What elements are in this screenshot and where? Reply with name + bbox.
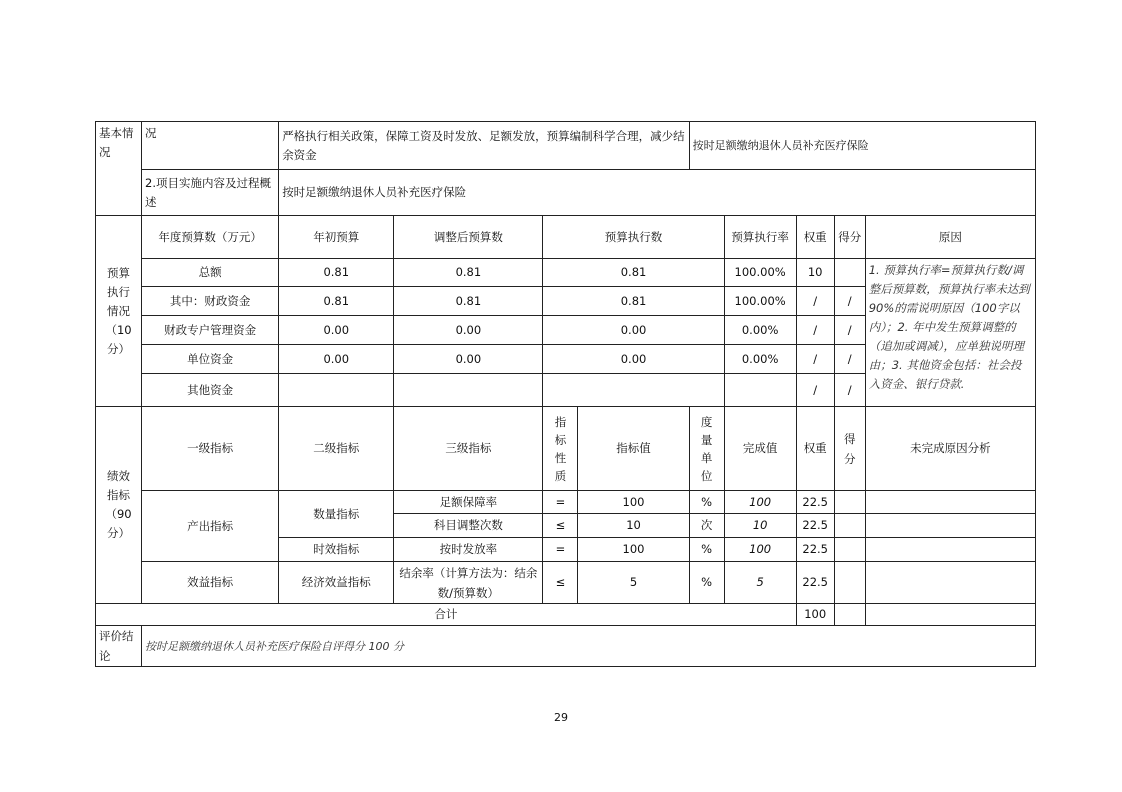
budget-row-name: 其他资金 — [142, 374, 279, 407]
perf-header-score: 得分 — [834, 407, 865, 491]
perf-row-indicator: 足额保障率 — [394, 491, 543, 514]
perf-row-weight: 22.5 — [796, 514, 834, 538]
budget-row-initial: 0.81 — [279, 287, 394, 316]
budget-row-weight: / — [796, 316, 834, 345]
basic-row2-value: 按时足额缴纳退休人员补充医疗保险 — [279, 170, 1036, 216]
perf-row-weight: 22.5 — [796, 538, 834, 562]
perf-row-nature: ≤ — [543, 562, 578, 604]
perf-header-completed: 完成值 — [724, 407, 796, 491]
perf-header-weight: 权重 — [796, 407, 834, 491]
budget-header-adjusted: 调整后预算数 — [394, 216, 543, 259]
budget-label-line: 分） — [107, 341, 131, 356]
basic-row1-goal: 严格执行相关政策，保障工资及时发放、足额发放，预算编制科学合理，减少结余资金 — [279, 122, 689, 170]
budget-row-name: 财政专户管理资金 — [142, 316, 279, 345]
budget-header-annual: 年度预算数（万元） — [142, 216, 279, 259]
perf-header-value: 指标值 — [578, 407, 689, 491]
perf-header-level2: 二级指标 — [279, 407, 394, 491]
total-weight: 100 — [796, 604, 834, 626]
perf-quantity-label: 数量指标 — [279, 491, 394, 538]
budget-row-adjusted — [394, 374, 543, 407]
budget-row-score: / — [834, 345, 865, 374]
basic-row1-result: 按时足额缴纳退休人员补充医疗保险 — [689, 122, 1035, 170]
budget-header-weight: 权重 — [796, 216, 834, 259]
perf-row-indicator: 科目调整次数 — [394, 514, 543, 538]
perf-row-completed: 100 — [724, 491, 796, 514]
perf-row-reason — [865, 538, 1035, 562]
budget-header-rate: 预算执行率 — [724, 216, 796, 259]
total-label: 合计 — [96, 604, 797, 626]
budget-row-score: / — [834, 316, 865, 345]
perf-header-level1: 一级指标 — [142, 407, 279, 491]
perf-row-unit: % — [689, 538, 724, 562]
performance-label-line: 分） — [107, 526, 131, 540]
basic-situation-label: 基本情况 — [96, 122, 142, 216]
perf-row-nature: = — [543, 491, 578, 514]
performance-label-line: 绩效 — [107, 469, 131, 483]
performance-evaluation-table — [95, 121, 1036, 667]
perf-header-unit: 度量单位 — [689, 407, 724, 491]
budget-row-executed: 0.00 — [543, 316, 724, 345]
perf-row-reason — [865, 562, 1035, 604]
budget-row-weight: / — [796, 374, 834, 407]
budget-row-score — [834, 259, 865, 287]
performance-section-label — [96, 407, 142, 604]
budget-row-executed: 0.00 — [543, 345, 724, 374]
budget-row-name: 其中：财政资金 — [142, 287, 279, 316]
perf-row-value: 10 — [578, 514, 689, 538]
total-reason — [865, 604, 1035, 626]
budget-row-adjusted: 0.00 — [394, 316, 543, 345]
perf-row-unit: 次 — [689, 514, 724, 538]
budget-label-line: 预算 — [107, 265, 131, 280]
budget-header-executed: 预算执行数 — [543, 216, 724, 259]
budget-row-weight: / — [796, 287, 834, 316]
budget-row-executed: 0.81 — [543, 259, 724, 287]
page-number: 29 — [554, 711, 568, 724]
performance-label-line: （90 — [105, 507, 132, 521]
budget-label-line: （10 — [105, 322, 132, 337]
perf-header-nature: 指标性质 — [543, 407, 578, 491]
budget-row-rate — [724, 374, 796, 407]
budget-row-rate: 0.00% — [724, 345, 796, 374]
perf-row-value: 100 — [578, 491, 689, 514]
perf-row-value: 5 — [578, 562, 689, 604]
budget-row-initial: 0.00 — [279, 345, 394, 374]
conclusion-label: 评价结论 — [96, 626, 142, 667]
budget-row-rate: 100.00% — [724, 287, 796, 316]
budget-row-executed — [543, 374, 724, 407]
perf-row-score — [834, 514, 865, 538]
budget-row-name: 总额 — [142, 259, 279, 287]
budget-header-reason: 原因 — [865, 216, 1035, 259]
perf-row-weight: 22.5 — [796, 491, 834, 514]
perf-output-label: 产出指标 — [142, 491, 279, 562]
perf-row-score — [834, 491, 865, 514]
perf-row-reason — [865, 491, 1035, 514]
budget-header-score: 得分 — [834, 216, 865, 259]
perf-row-unit: % — [689, 491, 724, 514]
perf-row-indicator: 按时发放率 — [394, 538, 543, 562]
budget-row-rate: 100.00% — [724, 259, 796, 287]
perf-row-nature: ≤ — [543, 514, 578, 538]
perf-header-reason: 未完成原因分析 — [865, 407, 1035, 491]
budget-row-initial: 0.81 — [279, 259, 394, 287]
budget-row-adjusted: 0.00 — [394, 345, 543, 374]
perf-benefit-label: 效益指标 — [142, 562, 279, 604]
budget-row-adjusted: 0.81 — [394, 287, 543, 316]
budget-section-label — [96, 216, 142, 407]
perf-row-reason — [865, 514, 1035, 538]
perf-row-unit: % — [689, 562, 724, 604]
budget-row-initial: 0.00 — [279, 316, 394, 345]
perf-row-score — [834, 562, 865, 604]
perf-header-level3: 三级指标 — [394, 407, 543, 491]
perf-row-completed: 100 — [724, 538, 796, 562]
budget-header-initial: 年初预算 — [279, 216, 394, 259]
perf-row-indicator: 结余率（计算方法为：结余数/预算数） — [394, 562, 543, 604]
conclusion-text: 按时足额缴纳退休人员补充医疗保险自评得分 100 分 — [142, 626, 1036, 667]
perf-row-score — [834, 538, 865, 562]
budget-row-score: / — [834, 374, 865, 407]
basic-row1-label: 况 — [142, 122, 279, 170]
perf-row-nature: = — [543, 538, 578, 562]
budget-row-score: / — [834, 287, 865, 316]
perf-row-completed: 10 — [724, 514, 796, 538]
budget-row-executed: 0.81 — [543, 287, 724, 316]
budget-reason-note: 1. 预算执行率=预算执行数/调整后预算数，预算执行率未达到90%的需说明原因（100字以内）；2. 年中发生预算调整的（追加或调减），应单独说明理由；3. 其他资金包括：社会投入资金、银行贷款. — [865, 259, 1035, 407]
perf-timeliness-label: 时效指标 — [279, 538, 394, 562]
budget-label-line: 执行 — [107, 284, 131, 299]
perf-row-completed: 5 — [724, 562, 796, 604]
budget-label-line: 情况 — [107, 303, 131, 318]
performance-label-line: 指标 — [107, 488, 131, 502]
budget-row-adjusted: 0.81 — [394, 259, 543, 287]
perf-economic-label: 经济效益指标 — [279, 562, 394, 604]
budget-row-name: 单位资金 — [142, 345, 279, 374]
budget-row-rate: 0.00% — [724, 316, 796, 345]
perf-row-weight: 22.5 — [796, 562, 834, 604]
budget-row-weight: / — [796, 345, 834, 374]
basic-row2-label: 2.项目实施内容及过程概述 — [142, 170, 279, 216]
budget-row-weight: 10 — [796, 259, 834, 287]
total-score — [834, 604, 865, 626]
perf-row-value: 100 — [578, 538, 689, 562]
budget-row-initial — [279, 374, 394, 407]
